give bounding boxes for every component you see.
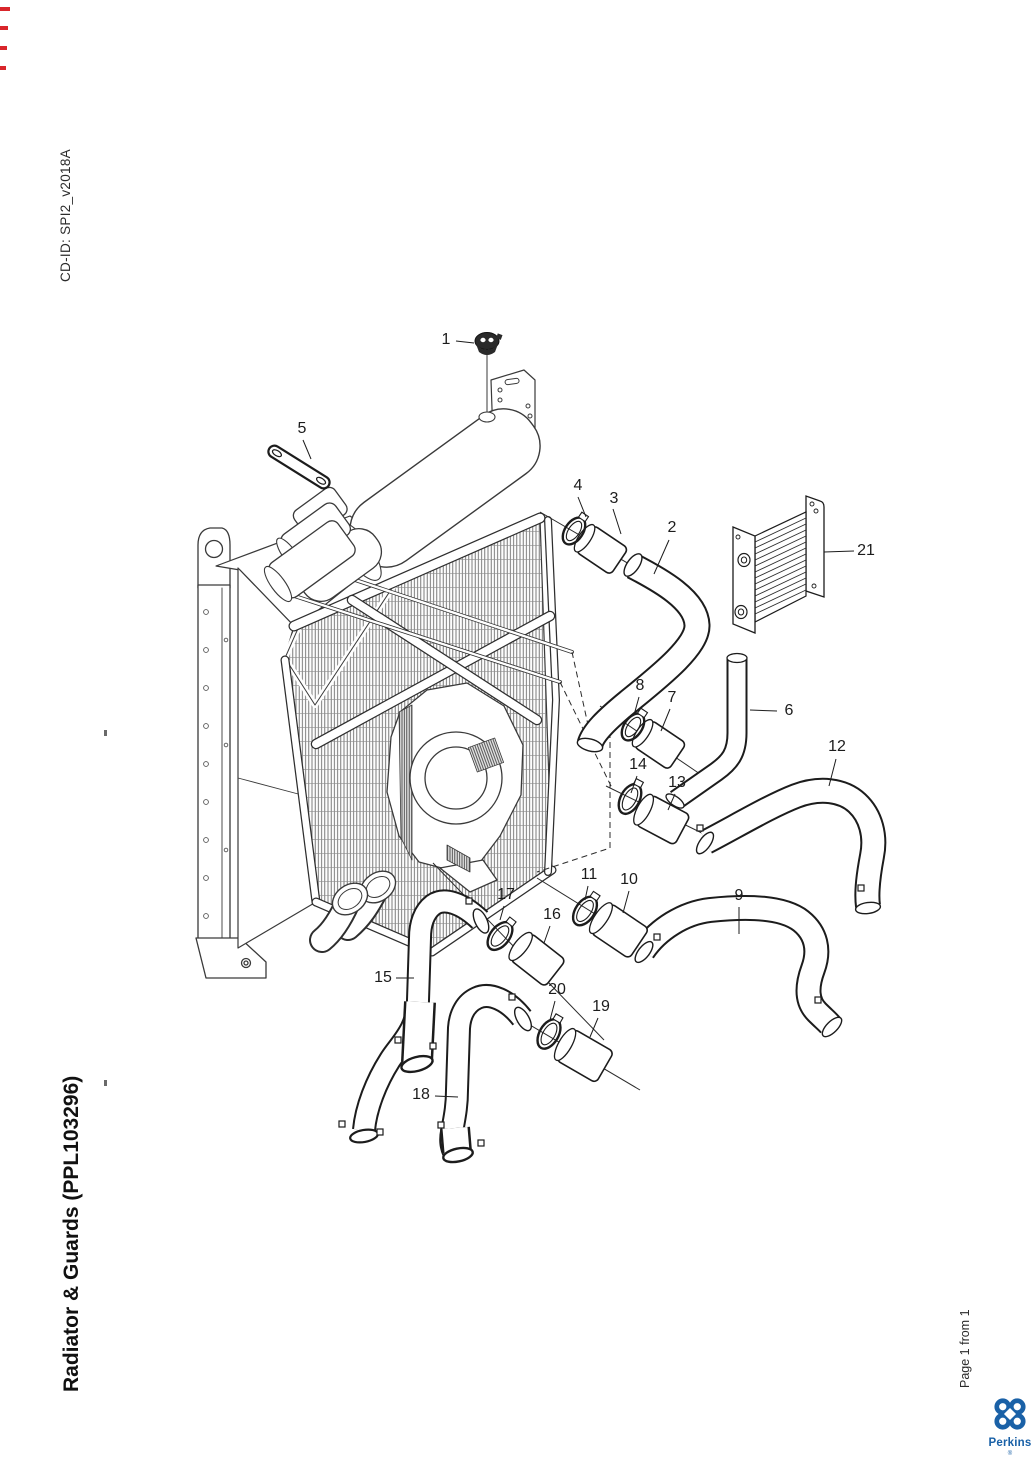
part-callout-13: 13: [668, 774, 686, 791]
part-callout-6: 6: [784, 702, 794, 719]
radiator-cap: [475, 333, 503, 356]
part-callout-9: 9: [734, 887, 744, 904]
part-callout-10: 10: [620, 871, 638, 888]
page-indicator: Page 1 from 1: [958, 1309, 972, 1388]
part-callout-12: 12: [828, 738, 846, 755]
brand-block: [988, 1398, 1032, 1461]
part-callout-18: 18: [412, 1086, 430, 1103]
part-callout-14: 14: [629, 756, 647, 773]
part-callout-15: 15: [374, 969, 392, 986]
part-callout-4: 4: [573, 477, 583, 494]
radiator-assembly: [196, 353, 572, 978]
part-callout-5: 5: [297, 420, 307, 437]
part-callout-20: 20: [548, 981, 566, 998]
part-callout-3: 3: [609, 490, 619, 507]
oil-cooler: [733, 496, 824, 633]
part-callout-19: 19: [592, 998, 610, 1015]
part-callout-11: 11: [580, 866, 598, 883]
part-callout-21: 21: [857, 542, 875, 559]
perkins-logo-icon: [994, 1398, 1026, 1430]
part-callout-1: 1: [441, 331, 451, 348]
hose-18: [438, 994, 535, 1164]
hose-2: [576, 551, 697, 754]
part-callout-2: 2: [667, 519, 677, 536]
part-callout-16: 16: [543, 906, 561, 923]
cd-id-label: CD-ID: SPI2_v2018A: [58, 149, 73, 282]
hose-9: [632, 908, 845, 1040]
page-title: Radiator & Guards (PPL103296): [60, 1075, 83, 1392]
part-callout-8: 8: [635, 677, 645, 694]
part-callout-7: 7: [667, 689, 677, 706]
strap-bracket: [266, 443, 332, 490]
trademark-symbol: ®: [1007, 1451, 1013, 1457]
brand-name: Perkins: [988, 1437, 1032, 1449]
tube-16: [505, 929, 566, 987]
part-callout-17: 17: [497, 886, 515, 903]
